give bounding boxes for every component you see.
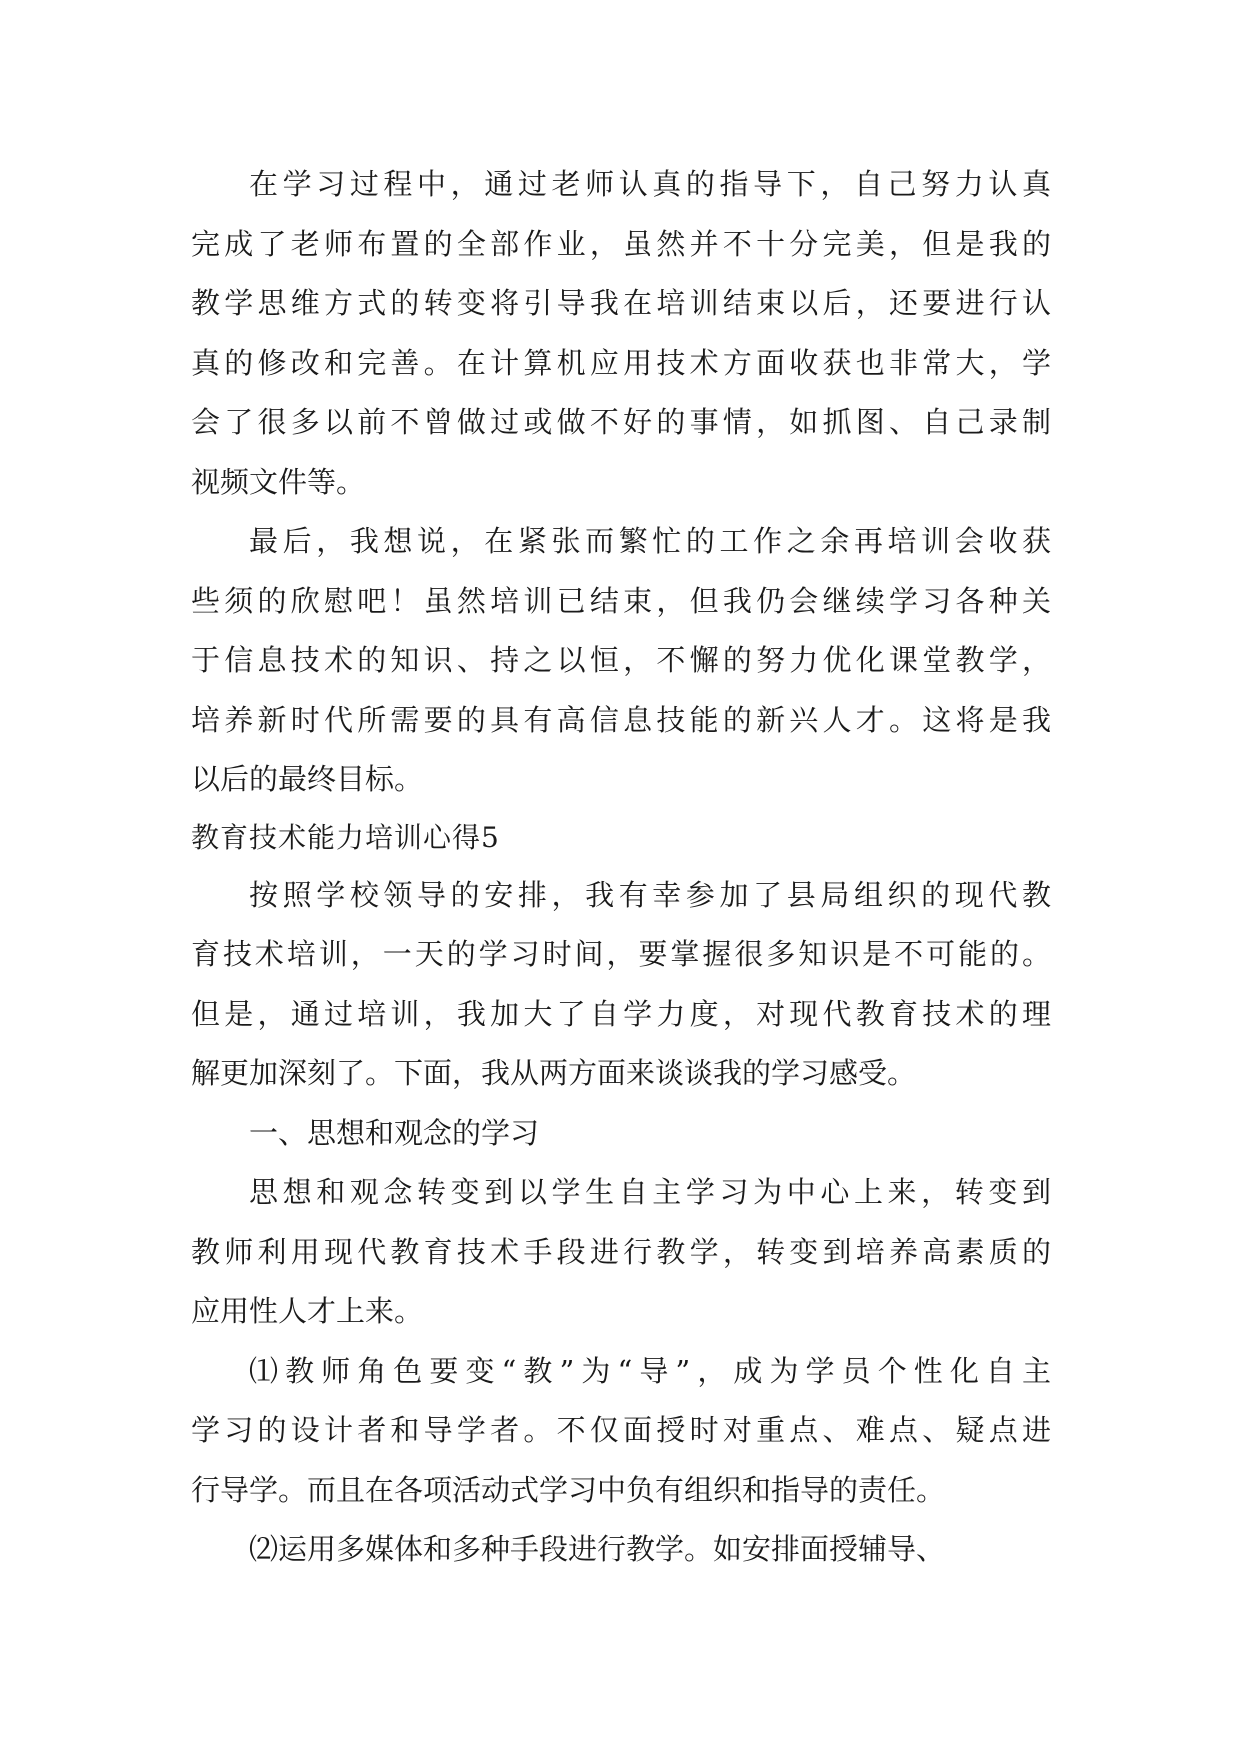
- paragraph-line: ⑵运用多媒体和多种手段进行教学。如安排面授辅导、: [249, 1532, 946, 1566]
- paragraph-line: 最后，我想说，在紧张而繁忙的工作之余再培训会收获: [249, 524, 1051, 558]
- paragraph-line: 按照学校领导的安排，我有幸参加了县局组织的现代教: [249, 877, 1051, 912]
- paragraph-line: 应用性人才上来。: [191, 1294, 424, 1328]
- paragraph-line: 视频文件等。: [191, 464, 366, 499]
- paragraph-line: 在学习过程中，通过老师认真的指导下，自己努力认真: [249, 167, 1051, 201]
- paragraph-line: 但是，通过培训，我加大了自学力度，对现代教育技术的理: [191, 996, 1051, 1031]
- paragraph-line: ⑴教师角色要变“教”为“导”，成为学员个性化自主: [249, 1353, 1051, 1388]
- paragraph-line: 以后的最终目标。: [191, 762, 424, 796]
- section-heading: 教育技术能力培训心得5: [191, 820, 500, 854]
- paragraph-line: 学习的设计者和导学者。不仅面授时对重点、难点、疑点进: [191, 1413, 1051, 1447]
- paragraph-line: 思想和观念转变到以学生自主学习为中心上来，转变到: [249, 1175, 1051, 1209]
- paragraph-line: 些须的欣慰吧！虽然培训已结束，但我仍会继续学习各种关: [191, 583, 1051, 618]
- paragraph: [191, 155, 1051, 512]
- paragraph-line: 教师利用现代教育技术手段进行教学，转变到培养高素质的: [191, 1234, 1051, 1269]
- document-body: [191, 155, 1051, 1580]
- paragraph-line: 真的修改和完善。在计算机应用技术方面收获也非常大，学: [191, 345, 1051, 380]
- paragraph-line: 解更加深刻了。下面，我从两方面来谈谈我的学习感受。: [191, 1056, 917, 1090]
- paragraph: [191, 1342, 1051, 1521]
- paragraph-line: 会了很多以前不曾做过或做不好的事情，如抓图、自己录制: [191, 405, 1051, 439]
- paragraph: [191, 1104, 1051, 1164]
- paragraph-line: 完成了老师布置的全部作业，虽然并不十分完美，但是我的: [191, 226, 1051, 261]
- paragraph-line: 育技术培训，一天的学习时间，要掌握很多知识是不可能的。: [191, 937, 1051, 971]
- paragraph: [191, 512, 1051, 810]
- paragraph-line: 于信息技术的知识、持之以恒，不懈的努力优化课堂教学，: [191, 643, 1051, 677]
- paragraph: [191, 1520, 1051, 1580]
- paragraph-line: 行导学。而且在各项活动式学习中负有组织和指导的责任。: [191, 1472, 946, 1507]
- paragraph-line: 教学思维方式的转变将引导我在培训结束以后，还要进行认: [191, 286, 1051, 320]
- paragraph: [191, 1163, 1051, 1342]
- paragraph-line: 培养新时代所需要的具有高信息技能的新兴人才。这将是我: [191, 702, 1051, 737]
- paragraph-line: 一、思想和观念的学习: [249, 1115, 540, 1150]
- paragraph: [191, 866, 1051, 1104]
